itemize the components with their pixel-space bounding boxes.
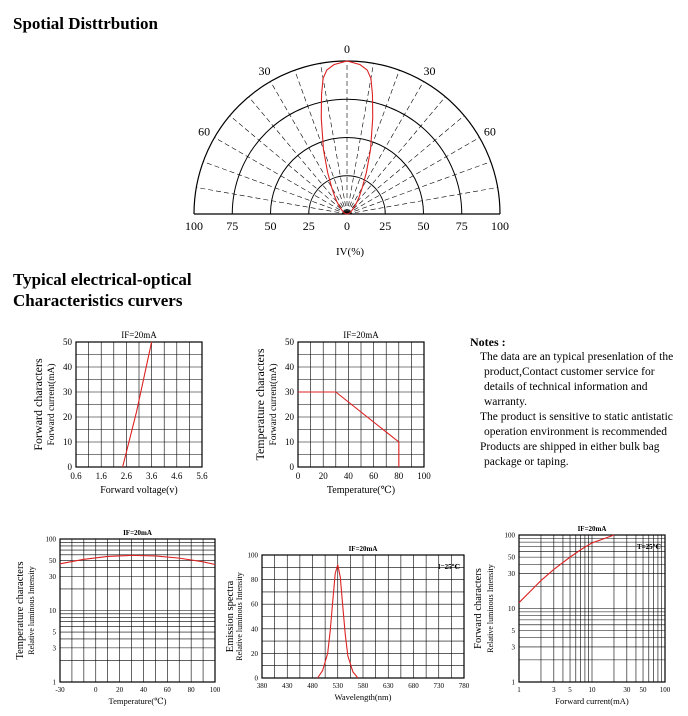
polar-radial-tick: 50	[264, 219, 277, 233]
polar-radial-tick: 25	[302, 219, 315, 233]
x-tick-label: 430	[282, 682, 293, 690]
y-axis-outer-label: Forward characters	[31, 358, 45, 451]
y-tick-label: 30	[49, 572, 56, 581]
x-tick-label: 5.6	[196, 471, 208, 481]
chart-title: IF=20mA	[121, 330, 157, 340]
y-tick-label: 50	[63, 337, 72, 348]
y-tick-label: 20	[285, 412, 294, 423]
polar-xlabel: IV(%)	[335, 246, 365, 258]
x-tick-label: 50	[639, 686, 647, 694]
chart-title: IF=20mA	[577, 525, 607, 533]
x-tick-label: 80	[187, 686, 195, 694]
y-tick-label: 50	[49, 556, 56, 565]
x-tick-label: 1	[517, 686, 521, 694]
polar-radial-tick: 0	[344, 219, 350, 233]
y-axis-outer-label: Temperature characters	[15, 561, 26, 660]
y-tick-label: 5	[511, 627, 515, 636]
x-tick-label: 2.6	[120, 471, 133, 481]
polar-radial-tick: 50	[417, 219, 430, 233]
y-tick-label: 100	[247, 551, 258, 560]
y-axis-label: Relative luminous Intensity	[486, 564, 495, 653]
note-item: The data are an typical presenlation of the product,Contact customer service for details of technical information and warranty.	[480, 351, 674, 408]
y-tick-label: 50	[285, 337, 294, 348]
y-tick-label: 0	[67, 462, 72, 473]
y-axis-label: Forward current(mA)	[47, 363, 57, 446]
forward-voltage-chart	[30, 328, 220, 498]
polar-angle-label: 0	[344, 42, 350, 56]
y-tick-label: 40	[63, 362, 72, 373]
x-tick-label: 0	[94, 686, 98, 694]
x-tick-label: 40	[139, 686, 147, 694]
notes-block	[470, 335, 684, 470]
x-axis-label: Forward voltage(v)	[100, 485, 178, 496]
y-tick-label: 50	[508, 553, 515, 562]
forward-current-intensity-chart	[468, 520, 688, 716]
polar-angle-label: 30	[423, 64, 436, 79]
x-tick-label: 20	[116, 686, 124, 694]
y-tick-label: 60	[251, 600, 258, 609]
typical-heading-line1: Typical electrical-optical	[13, 270, 192, 289]
x-axis-label: Temperature(℃)	[326, 485, 396, 496]
series-line	[519, 535, 614, 603]
x-tick-label: 630	[383, 682, 394, 690]
x-tick-label: 480	[307, 682, 318, 690]
y-axis-label: Relative luminous Intensity	[27, 566, 36, 655]
y-axis-outer-label: Temperature characters	[253, 348, 267, 461]
x-tick-label: 60	[163, 686, 171, 694]
x-tick-label: 730	[433, 682, 444, 690]
polar-angle-label: 60	[198, 124, 211, 139]
chart-title: IF=20mA	[123, 529, 152, 537]
x-tick-label: 1.6	[95, 471, 107, 481]
y-tick-label: 20	[63, 412, 72, 423]
x-tick-label: 580	[357, 682, 369, 690]
y-tick-label: 0	[254, 674, 258, 683]
x-tick-label: 20	[318, 471, 328, 481]
x-tick-label: 60	[369, 471, 379, 481]
x-tick-label: 680	[408, 682, 419, 690]
y-tick-label: 30	[508, 569, 515, 578]
y-axis-outer-label: Emission spectra	[225, 580, 236, 653]
x-axis-label: Forward current(mA)	[555, 696, 629, 706]
y-tick-label: 80	[251, 576, 258, 585]
y-tick-label: 3	[52, 644, 56, 653]
x-tick-label: 780	[458, 682, 470, 690]
chart-annotation: I=25℃	[437, 563, 460, 571]
notes-title: Notes :	[470, 335, 506, 349]
x-tick-label: 3	[552, 686, 556, 694]
y-tick-label: 30	[63, 387, 72, 398]
x-tick-label: 5	[568, 686, 572, 694]
emission-spectra-chart	[218, 540, 473, 716]
polar-angle-label: 60	[483, 124, 496, 139]
y-tick-label: 10	[63, 437, 72, 448]
y-tick-label: 5	[52, 628, 56, 637]
y-tick-label: 20	[251, 649, 258, 658]
typical-heading-line2: Characteristics curvers	[13, 291, 183, 310]
polar-angle-label: 30	[258, 64, 271, 79]
x-axis-label: Temperature(℃)	[108, 696, 167, 706]
x-tick-label: 40	[343, 471, 353, 481]
y-tick-label: 10	[508, 604, 515, 613]
note-item: Products are shipped in either bulk bag package or taping.	[480, 441, 660, 468]
chart-title: IF=20mA	[348, 545, 378, 553]
x-tick-label: 100	[209, 686, 221, 694]
polar-radial-tick: 75	[455, 219, 468, 233]
y-tick-label: 1	[52, 678, 56, 687]
x-tick-label: 3.6	[145, 471, 158, 481]
temperature-current-chart	[250, 328, 440, 498]
x-tick-label: 380	[256, 682, 268, 690]
x-tick-label: 100	[659, 686, 671, 694]
chart-title: IF=20mA	[343, 330, 379, 340]
temperature-intensity-chart	[10, 524, 225, 716]
y-tick-label: 10	[49, 606, 56, 615]
polar-radial-tick: 75	[226, 219, 239, 233]
y-tick-label: 40	[251, 625, 258, 634]
spatial-distribution-heading: Spotial Disttrbution	[13, 14, 158, 33]
y-tick-label: 30	[285, 387, 294, 398]
y-tick-label: 3	[511, 643, 515, 652]
y-axis-outer-label: Forward characters	[473, 568, 484, 649]
x-axis-label: Wavelength(nm)	[334, 692, 392, 702]
x-tick-label: 30	[623, 686, 631, 694]
note-item: The product is sensitive to static antistatic operation environment is recommended	[480, 411, 673, 438]
y-tick-label: 0	[289, 462, 294, 473]
x-tick-label: 100	[417, 471, 431, 481]
polar-radial-tick: 100	[185, 219, 203, 233]
x-tick-label: 10	[588, 686, 596, 694]
x-tick-label: 80	[394, 471, 404, 481]
y-axis-label: Relative luminous Intensity	[235, 572, 244, 661]
y-tick-label: 1	[511, 678, 515, 687]
y-axis-label: Forward current(mA)	[269, 363, 279, 446]
x-tick-label: 0	[295, 471, 301, 481]
y-tick-label: 40	[285, 362, 294, 373]
x-tick-label: -30	[55, 686, 65, 694]
x-tick-label: 4.6	[171, 471, 183, 481]
y-tick-label: 100	[504, 531, 515, 540]
chart-annotation: T=25℃	[636, 543, 661, 551]
polar-radial-tick: 100	[491, 219, 509, 233]
series-line	[60, 555, 215, 564]
x-tick-label: 530	[332, 682, 343, 690]
y-tick-label: 10	[285, 437, 294, 448]
y-tick-label: 100	[45, 535, 56, 544]
x-tick-label: 0.6	[70, 471, 82, 481]
polar-radial-tick: 25	[379, 219, 392, 233]
spatial-distribution-chart	[0, 0, 688, 270]
